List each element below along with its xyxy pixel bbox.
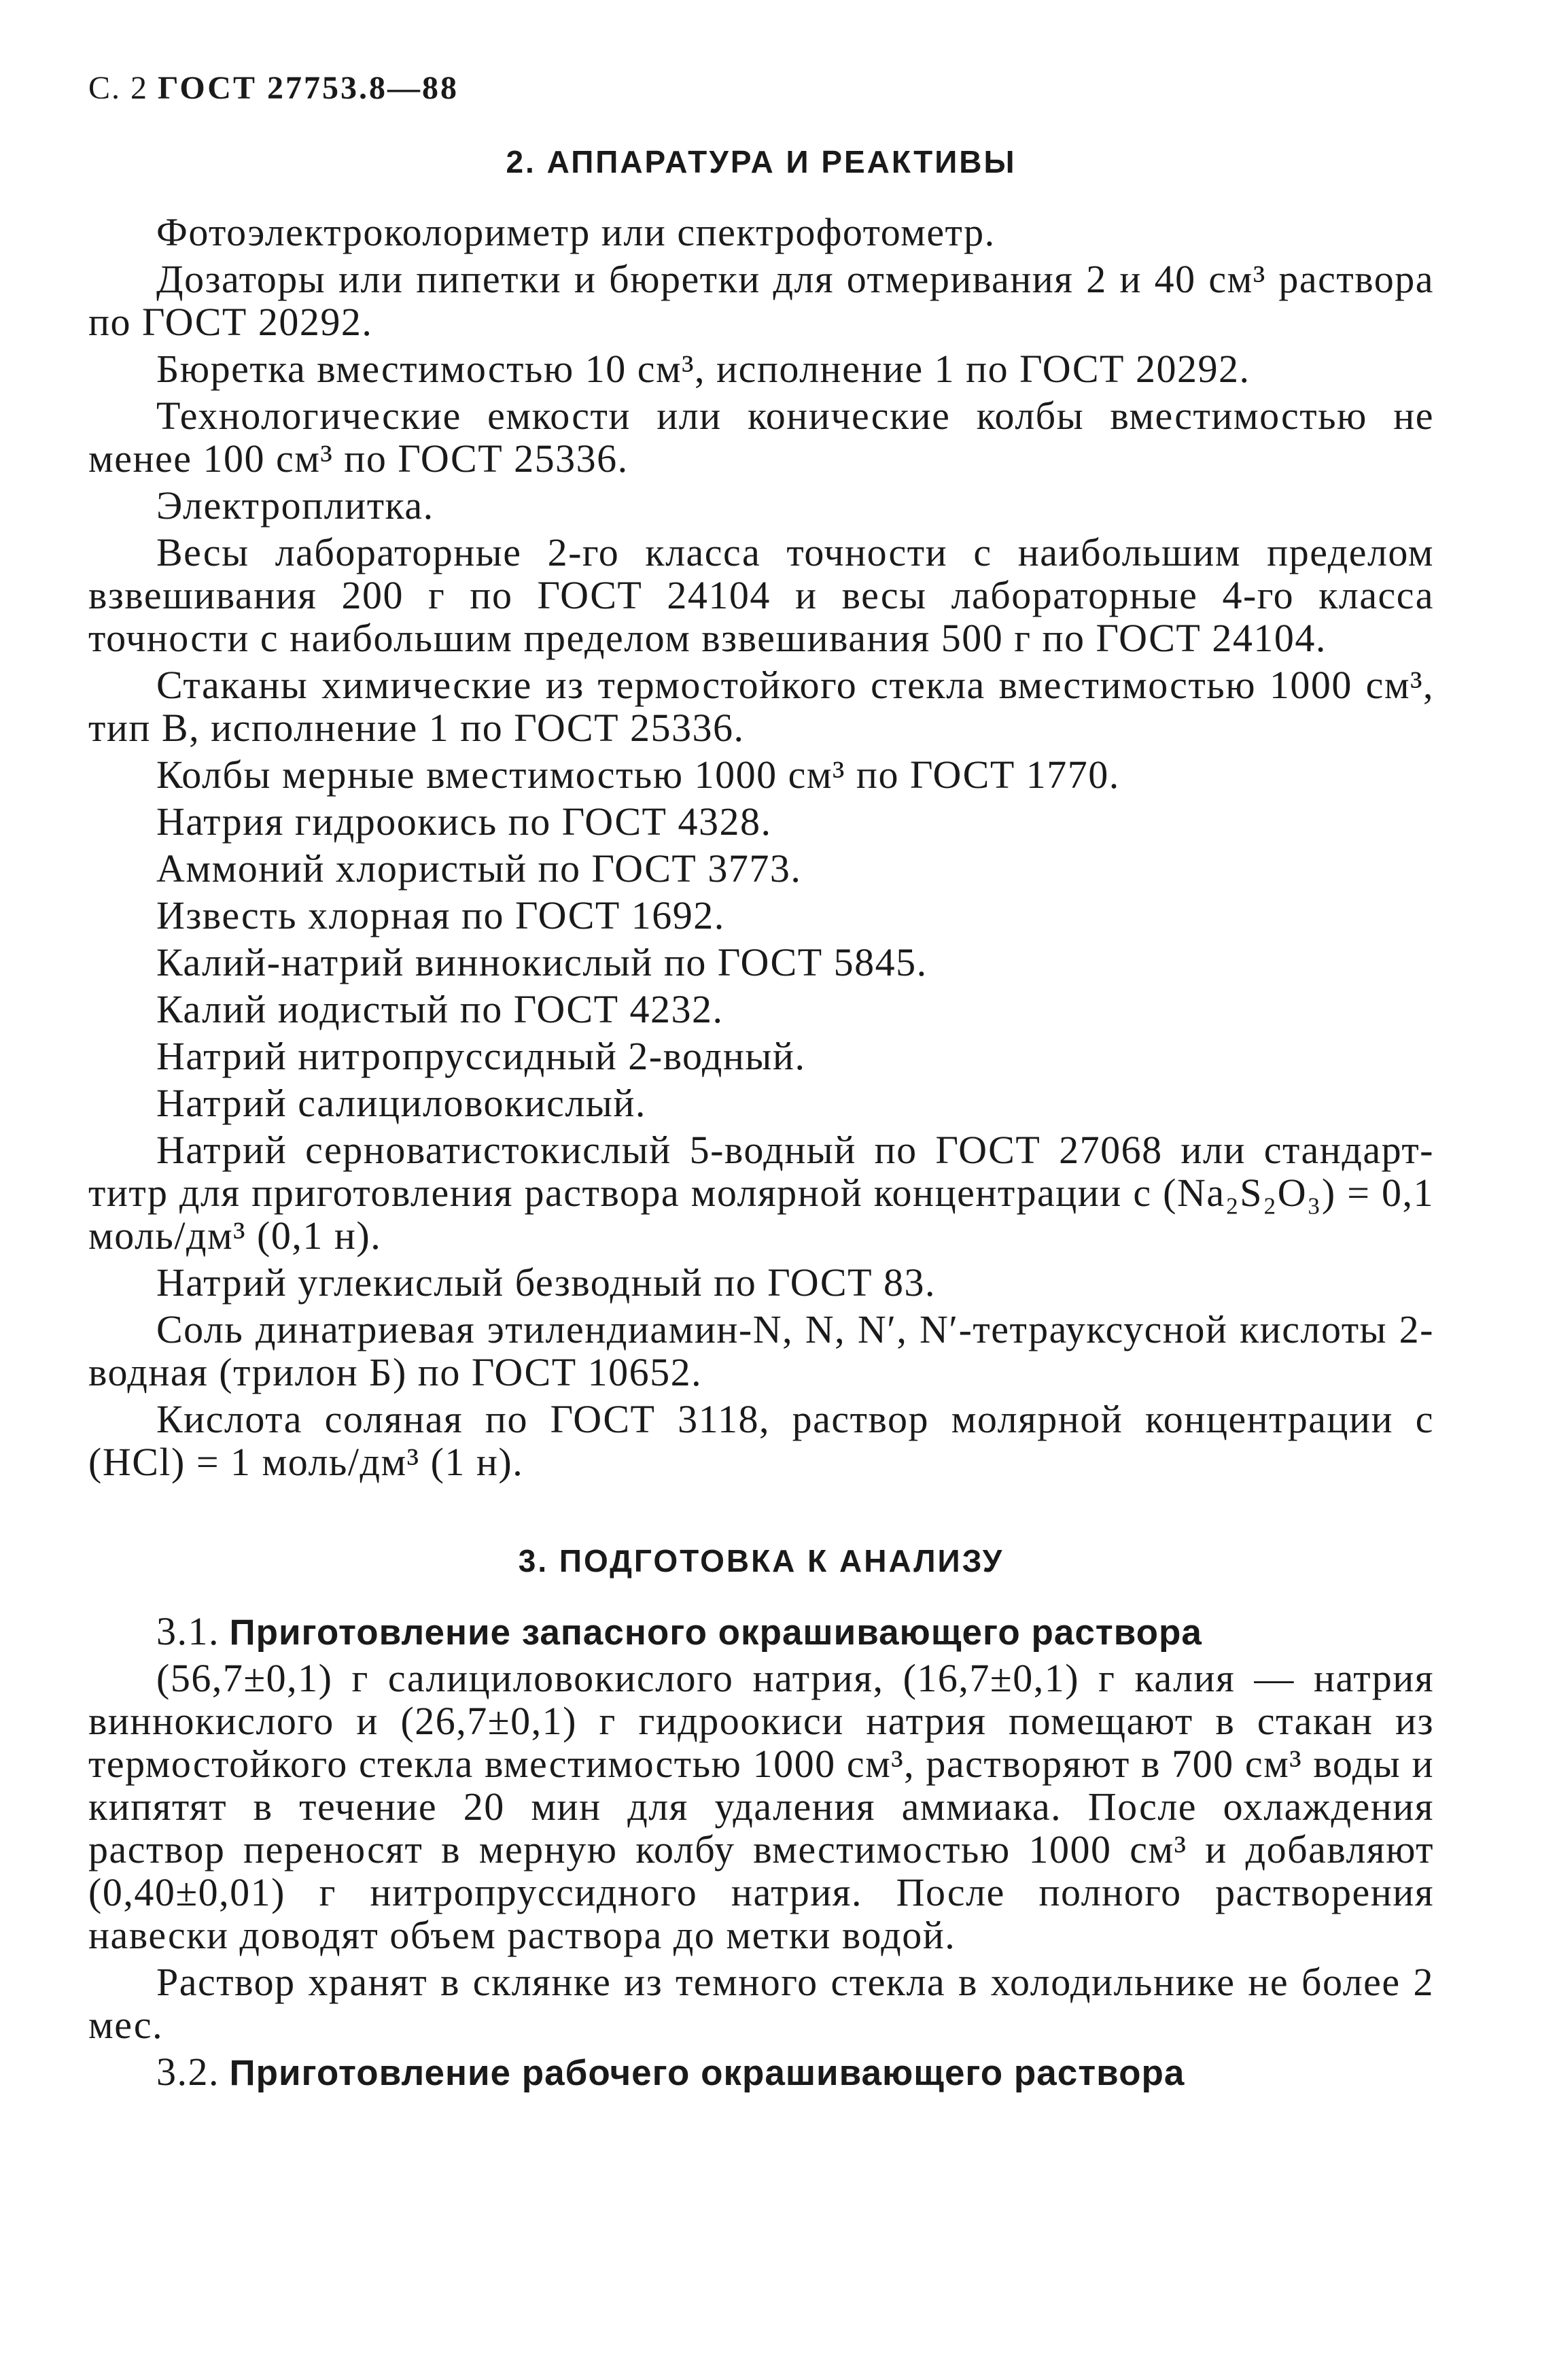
list-item: Натрий салициловокислый.	[156, 1081, 646, 1125]
list-item: Калий иодистый по ГОСТ 4232.	[156, 987, 724, 1031]
list-item: Колбы мерные вместимостью 1000 см³ по ГОСТ 1770.	[156, 753, 1120, 797]
list-item: Фотоэлектроколориметр или спектрофотометр.	[156, 210, 996, 254]
list-item: Дозаторы или пипетки и бюретки для отмеривания 2 и 40 см³ раствора по ГОСТ 20292.	[88, 257, 1434, 344]
subsection-number: 3.1.	[156, 1609, 220, 1653]
page-header	[88, 68, 1434, 109]
list-item: Соль динатриевая этилендиамин-N, N, N′, N′-тетрауксусной кислоты 2-водная (трилон Б) по ГОСТ 10652.	[88, 1307, 1434, 1394]
section-gap	[88, 1487, 1434, 1540]
standard-id: ГОСТ 27753.8—88	[158, 70, 459, 106]
list-item: Натрия гидроокись по ГОСТ 4328.	[156, 799, 772, 844]
document-page	[88, 68, 1434, 2097]
list-item: Натрий серноватистокислый 5-водный по ГОСТ 27068 или стандарт-титр для приготовления раствора молярной концентрации с (Na₂S₂O₃) = 0,1 моль/дм³ (0,1 н).	[88, 1128, 1434, 1258]
equipment-list	[88, 211, 1434, 1483]
list-item: Натрий углекислый безводный по ГОСТ 83.	[156, 1260, 937, 1305]
paragraph: (56,7±0,1) г салициловокислого натрия, (16,7±0,1) г калия — натрия виннокислого и (26,7±0,1) г гидроокиси натрия помещают в стакан из термостойкого стекла вместимостью 1000 см³, растворяют в 700 см³ воды и кипятят в течение 20 мин для удаления аммиака. После охлаждения раствор переносят в мерную колбу вместимостью 1000 см³ и добавляют (0,40±0,01) г нитропруссидного натрия. После полного растворения навески доводят объем раствора до метки водой.	[88, 1656, 1434, 1957]
list-item: Калий-натрий виннокислый по ГОСТ 5845.	[156, 940, 928, 984]
list-item: Технологические емкости или конические колбы вместимостью не менее 100 см³ по ГОСТ 25336.	[88, 394, 1434, 481]
list-item: Натрий нитропруссидный 2-водный.	[156, 1034, 806, 1078]
paragraph: Раствор хранят в склянке из темного стекла в холодильнике не более 2 мес.	[88, 1960, 1434, 2047]
page-number: С. 2	[88, 70, 149, 106]
list-item: Весы лабораторные 2-го класса точности с наибольшим пределом взвешивания 200 г по ГОСТ 24104 и весы лабораторные 4-го класса точности с наибольшим пределом взвешивания 500 г по ГОСТ 24104.	[88, 530, 1434, 660]
list-item: Кислота соляная по ГОСТ 3118, раствор молярной концентрации с (HCl) = 1 моль/дм³ (1 н).	[88, 1397, 1434, 1484]
subsection-3-1-heading	[88, 1610, 1434, 1654]
subsection-number: 3.2.	[156, 2050, 220, 2094]
subsection-3-2-heading	[88, 2050, 1434, 2094]
list-item: Стаканы химические из термостойкого стекла вместимостью 1000 см³, тип В, исполнение 1 по ГОСТ 25336.	[88, 663, 1434, 750]
list-item: Известь хлорная по ГОСТ 1692.	[156, 893, 725, 937]
list-item: Бюретка вместимостью 10 см³, исполнение 1 по ГОСТ 20292.	[156, 347, 1250, 391]
section-3-title: 3. ПОДГОТОВКА К АНАЛИЗУ	[518, 1543, 1004, 1579]
subsection-title: Приготовление рабочего окрашивающего раствора	[229, 2053, 1185, 2093]
list-item: Аммоний хлористый по ГОСТ 3773.	[156, 846, 802, 891]
section-2-title: 2. АППАРАТУРА И РЕАКТИВЫ	[506, 144, 1017, 179]
subsection-title: Приготовление запасного окрашивающего раствора	[229, 1612, 1202, 1653]
list-item: Электроплитка.	[156, 483, 434, 528]
